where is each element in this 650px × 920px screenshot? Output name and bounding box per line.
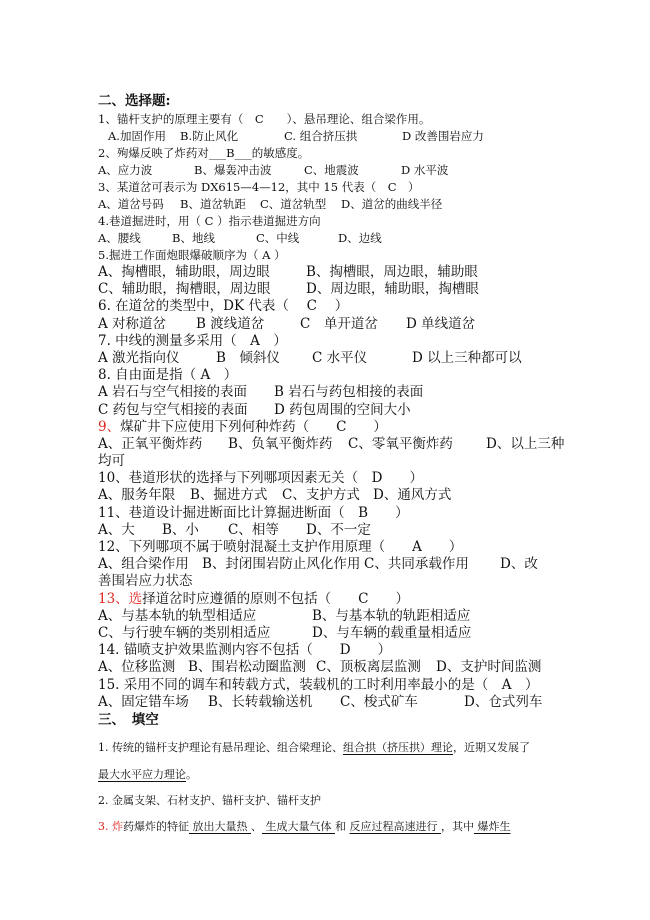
question-8-options-row2 [98,402,568,419]
option: D、支护时间监测 [436,659,542,676]
question-4-options [98,230,568,247]
question-5-options-row1 [98,264,568,281]
option: A、固定错车场 [98,693,189,710]
question-1-options [98,128,568,145]
fill-text: 和 [335,819,350,833]
option: B 倾斜仪 [216,349,280,366]
question-5-stem: 5.掘进工作面炮眼爆破顺序为（ A ） [98,248,286,262]
option: C、共同承载作用 [364,556,469,573]
option: D、不一定 [306,521,371,538]
question-8-options-row1 [98,384,568,401]
question-9-stem [98,419,568,436]
option: D 药包周围的空间大小 [274,401,411,418]
option: A、掏槽眼，辅助眼，周边眼 [98,264,270,280]
option: B、与基本轨的轨距相适应 [312,607,471,624]
question-15-options [98,694,568,711]
question-2-options [98,162,568,179]
option: A、与基本轨的轨型相适应 [98,607,257,624]
question-9-continuation: 均可 [98,453,125,470]
option: D 单线道岔 [406,315,476,332]
option: A、腰线 [98,231,141,245]
option: B、负氧平衡炸药 [228,435,333,452]
option: D、以上三种 [486,435,565,452]
fill-3 [98,818,568,836]
option: D、仓式列车 [464,693,543,710]
option: A、位移监测 [98,659,176,676]
option: B、围岩松动圈监测 [188,659,306,676]
fill-2: 2. 金属支架、石材支护、锚杆支护、锚杆支护 [98,793,321,807]
option: B、爆轰冲击波 [194,163,272,177]
option: A 岩石与空气相接的表面 [98,384,248,401]
option: A.加固作用 [108,129,166,143]
question-8-stem: 8. 自由面是指（ A ） [98,367,238,384]
option: C. 组合挤压拱 [284,129,358,143]
question-13-options-row2 [98,625,568,642]
option: C 药包与空气相接的表面 [98,401,248,418]
question-12-continuation: 善围岩应力状态 [98,573,193,590]
question-14-options [98,659,568,676]
option: B、掏槽眼，周边眼，辅助眼 [306,264,478,280]
option: A、应力波 [98,163,153,177]
question-3-options [98,196,568,213]
fill-text: ，其中 [441,819,474,833]
option: B.防止风化 [180,129,239,143]
option: C、道岔轨型 [260,197,327,211]
option: D、通风方式 [373,487,452,504]
question-4-stem: 4.巷道掘进时，用（ C ）指示巷道掘进方向 [98,214,321,228]
question-6-stem: 6. 在道岔的类型中，DK 代表（ C ） [98,298,349,315]
fill-answer: 放出大量热 [189,819,251,833]
fill-text: 药爆炸的特征 [123,819,189,833]
question-9-options [98,436,568,453]
option: B、掘进方式 [190,487,268,504]
option: B、封闭围岩防止风化作用 [202,556,361,573]
option: C、中线 [256,231,300,245]
question-number: 9、 [98,418,121,435]
question-14-stem: 14. 锚喷支护效果监测内容不包括（ D ） [98,642,392,659]
option: C 单开道岔 [300,315,378,332]
question-6-options [98,316,568,333]
fill-1-line2 [98,766,568,784]
option: C、辅助眼，掏槽眼，周边眼 [98,281,271,298]
question-7-stem: 7. 中线的测量多采用（ A ） [98,332,287,349]
fill-text: 。 [186,767,197,781]
option: D 以上三种都可以 [412,349,522,366]
option: C、相等 [228,521,279,538]
fill-answer: 反应过程高速进行 [349,819,441,833]
question-12-options [98,556,568,573]
question-10-options [98,487,568,504]
option: B、地线 [172,231,215,245]
question-13-options-row1 [98,608,568,625]
fill-text: ，近期又发展了 [453,740,530,754]
question-12-stem: 12、下列哪项不属于喷射混凝土支护作用原理（ A ） [98,539,463,555]
question-text: 择道岔时应遵循的原则不包括（ C ） [142,590,410,607]
question-11-stem: 11、巷道设计掘进断面比计算掘进断面（ B ） [98,504,409,521]
fill-answer: 生成大量气体 [262,819,335,833]
fill-text: 1. 传统的锚杆支护理论有悬吊理论、组合梁理论、 [98,740,343,754]
question-15-stem: 15. 采用不同的调车和转载方式，装载机的工时利用率最小的是（ A ） [98,676,539,693]
option: C、零氧平衡炸药 [348,435,453,452]
section-3-title: 三、 填空 [98,711,159,728]
option: C、支护方式 [282,487,360,504]
question-11-options [98,522,568,539]
option: B、道岔轨距 [180,197,246,211]
exam-content [98,93,568,836]
option: D、周边眼，辅助眼，掏槽眼 [306,281,479,298]
question-1-stem: 1、锚杆支护的原理主要有（ C ）、悬吊理论、组合梁作用。 [98,112,431,126]
option: A 对称道岔 [98,315,167,332]
question-10-stem: 10、巷道形状的选择与下列哪项因素无关（ D ） [98,470,424,487]
fill-text: 、 [251,819,262,833]
option: D、边线 [338,231,382,245]
option: D、道岔的曲线半径 [341,197,443,211]
option: C 水平仪 [312,349,368,366]
question-7-options [98,350,568,367]
option: C、梭式矿车 [340,693,418,710]
fill-answer: 爆炸生 [474,819,511,833]
option: A、服务年限 [98,487,176,504]
option: A、组合梁作用 [98,556,189,573]
option: A 激光指向仪 [98,349,180,366]
fill-answer: 组合拱（挤压拱）理论 [343,740,453,754]
fill-answer: 最大水平应力理论 [98,767,186,781]
option: C、与行驶车辆的类别相适应 [98,624,271,641]
option: D 改善围岩应力 [402,129,484,143]
option: B 渡线道岔 [196,315,265,332]
option: A、大 [98,521,135,538]
option: A、正氧平衡炸药 [98,435,203,452]
question-13-stem [98,591,568,608]
question-number: 3. 炸 [98,819,123,833]
option: B 岩石与药包相接的表面 [274,384,424,401]
option: B、长转载输送机 [208,693,313,710]
option: C、顶板离层监测 [316,659,421,676]
question-number: 13、选 [98,590,143,607]
question-2-stem: 2、殉爆反映了炸药对___B___的敏感度。 [98,146,310,160]
option: D、改 [500,556,538,573]
section-2-title: 二、选择题: [98,93,171,109]
question-5-options-row2 [98,281,568,298]
question-3-stem: 3、某道岔可表示为 DX615—4—12，其中 15 代表（ C ） [98,180,420,194]
question-text: 煤矿井下应使用下列何种炸药（ C ） [120,418,387,435]
option: A、道岔号码 [98,197,164,211]
option: C、地震波 [304,163,359,177]
option: D、与车辆的载重量相适应 [312,624,472,641]
option: B、小 [162,521,199,538]
fill-1-line1 [98,739,568,757]
option: D 水平波 [401,163,449,177]
